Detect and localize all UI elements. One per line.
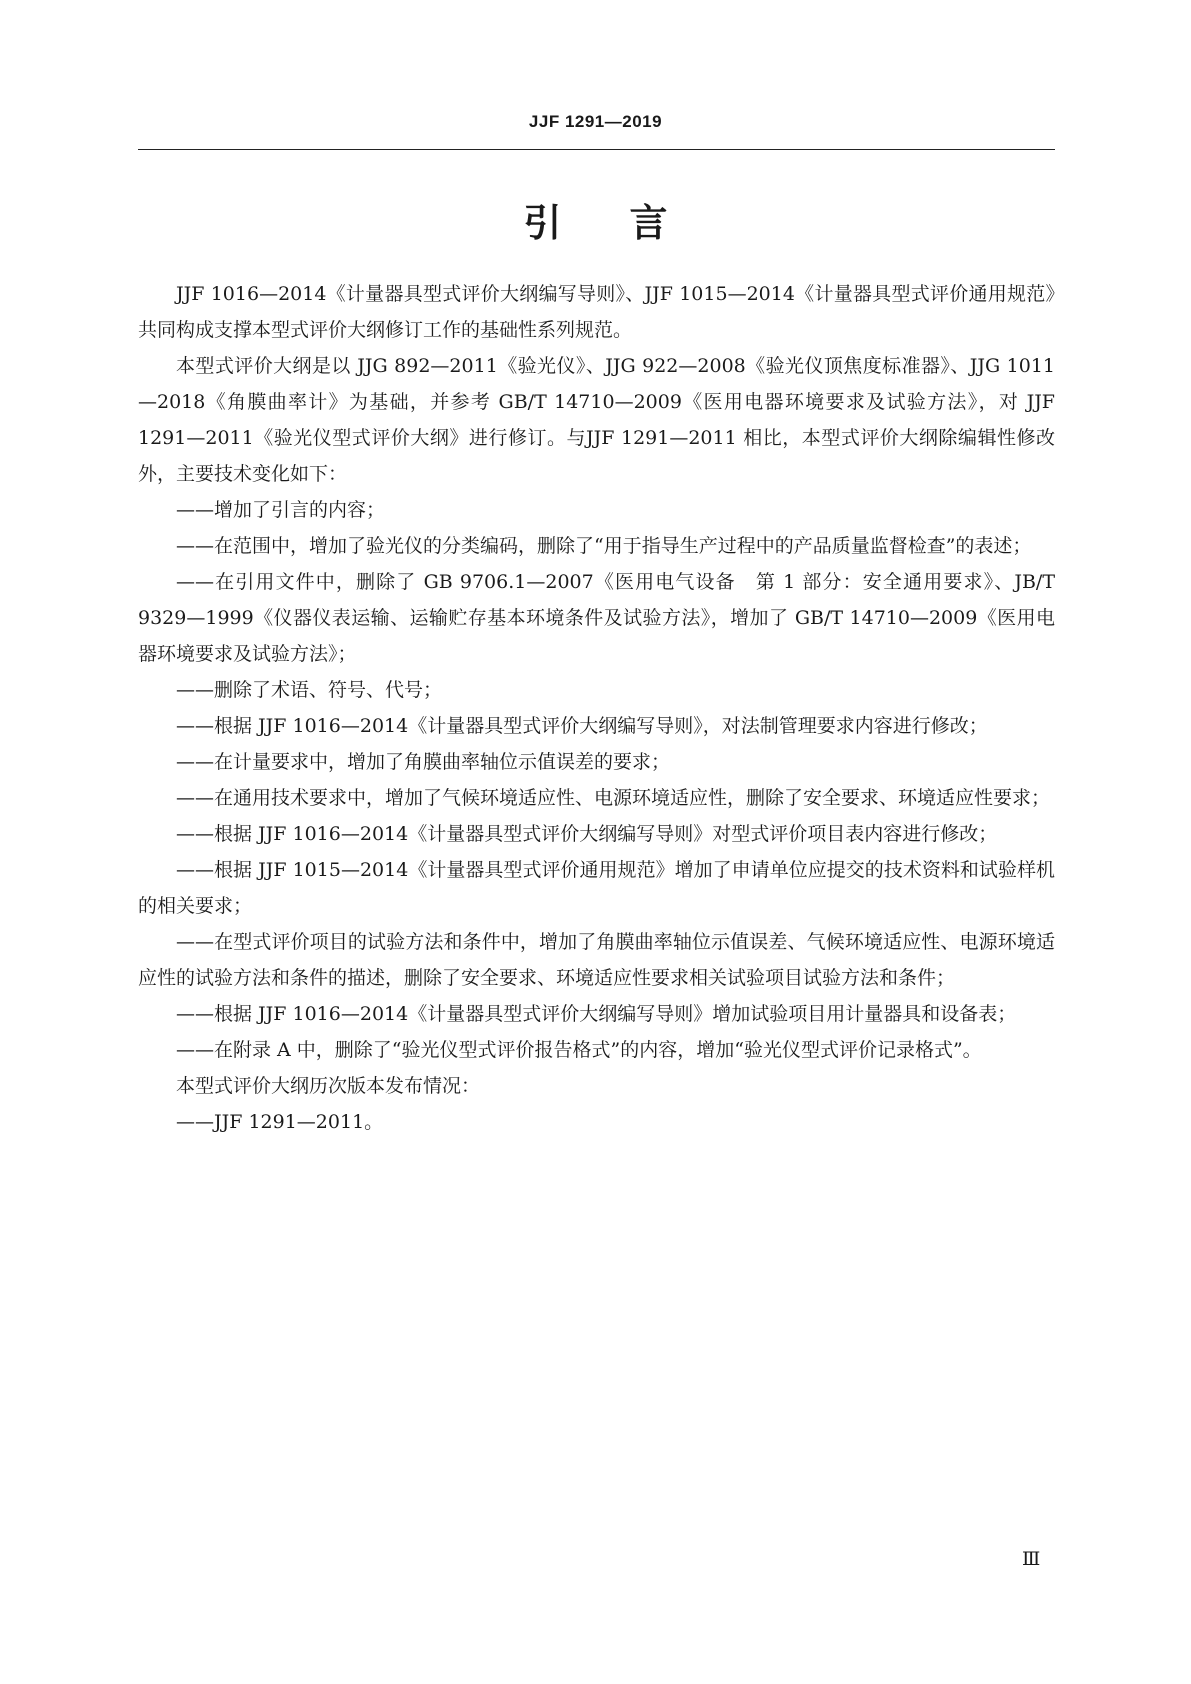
change-item: ——根据 JJF 1015—2014《计量器具型式评价通用规范》增加了申请单位应提交的技术资料和试验样机的相关要求； bbox=[138, 859, 1055, 917]
page-number: Ⅲ bbox=[1022, 1548, 1041, 1570]
page-title: 引言 bbox=[523, 201, 736, 245]
document-header: JJF 1291—2019 bbox=[528, 112, 663, 131]
change-item: ——根据 JJF 1016—2014《计量器具型式评价大纲编写导则》对型式评价项目表内容进行修改； bbox=[176, 823, 998, 845]
change-item: ——删除了术语、符号、代号； bbox=[176, 679, 443, 701]
paragraph: 本型式评价大纲历次版本发布情况： bbox=[176, 1075, 481, 1097]
change-item: ——在通用技术要求中，增加了气候环境适应性、电源环境适应性，删除了安全要求、环境适应性要求； bbox=[176, 787, 1051, 809]
change-item: ——增加了引言的内容； bbox=[176, 499, 386, 521]
paragraph: JJF 1016—2014《计量器具型式评价大纲编写导则》、JJF 1015—2014《计量器具型式评价通用规范》共同构成支撑本型式评价大纲修订工作的基础性系列规范。 bbox=[138, 283, 1055, 341]
change-item: ——在引用文件中，删除了 GB 9706.1—2007《医用电气设备 第 1 部分：安全通用要求》、JB/T 9329—1999《仪器仪表运输、运输贮存基本环境条件及试验方法》，增加了 GB/T 14710—2009《医用电器环境要求及试验方法》； bbox=[138, 571, 1055, 665]
change-item: ——根据 JJF 1016—2014《计量器具型式评价大纲编写导则》增加试验项目用计量器具和设备表； bbox=[176, 1003, 1017, 1025]
change-item: ——在计量要求中，增加了角膜曲率轴位示值误差的要求； bbox=[176, 751, 671, 773]
header-divider bbox=[138, 149, 1055, 150]
body-text bbox=[138, 276, 1055, 1140]
paragraph: 本型式评价大纲是以 JJG 892—2011《验光仪》、JJG 922—2008《验光仪顶焦度标准器》、JJG 1011—2018《角膜曲率计》为基础，并参考 GB/T 14710—2009《医用电器环境要求及试验方法》，对 JJF 1291—2011《验光仪型式评价大纲》进行修订。与JJF 1291—2011 相比，本型式评价大纲除编辑性修改外，主要技术变化如下： bbox=[138, 355, 1055, 485]
change-item: ——根据 JJF 1016—2014《计量器具型式评价大纲编写导则》，对法制管理要求内容进行修改； bbox=[176, 715, 988, 737]
change-item: ——在型式评价项目的试验方法和条件中，增加了角膜曲率轴位示值误差、气候环境适应性、电源环境适应性的试验方法和条件的描述，删除了安全要求、环境适应性要求相关试验项目试验方法和条件； bbox=[138, 931, 1055, 989]
change-item: ——在附录 A 中，删除了“验光仪型式评价报告格式”的内容，增加“验光仪型式评价记录格式”。 bbox=[176, 1039, 982, 1061]
change-item: ——在范围中，增加了验光仪的分类编码，删除了“用于指导生产过程中的产品质量监督检查”的表述； bbox=[176, 535, 1032, 557]
version-item: ——JJF 1291—2011。 bbox=[176, 1111, 384, 1133]
